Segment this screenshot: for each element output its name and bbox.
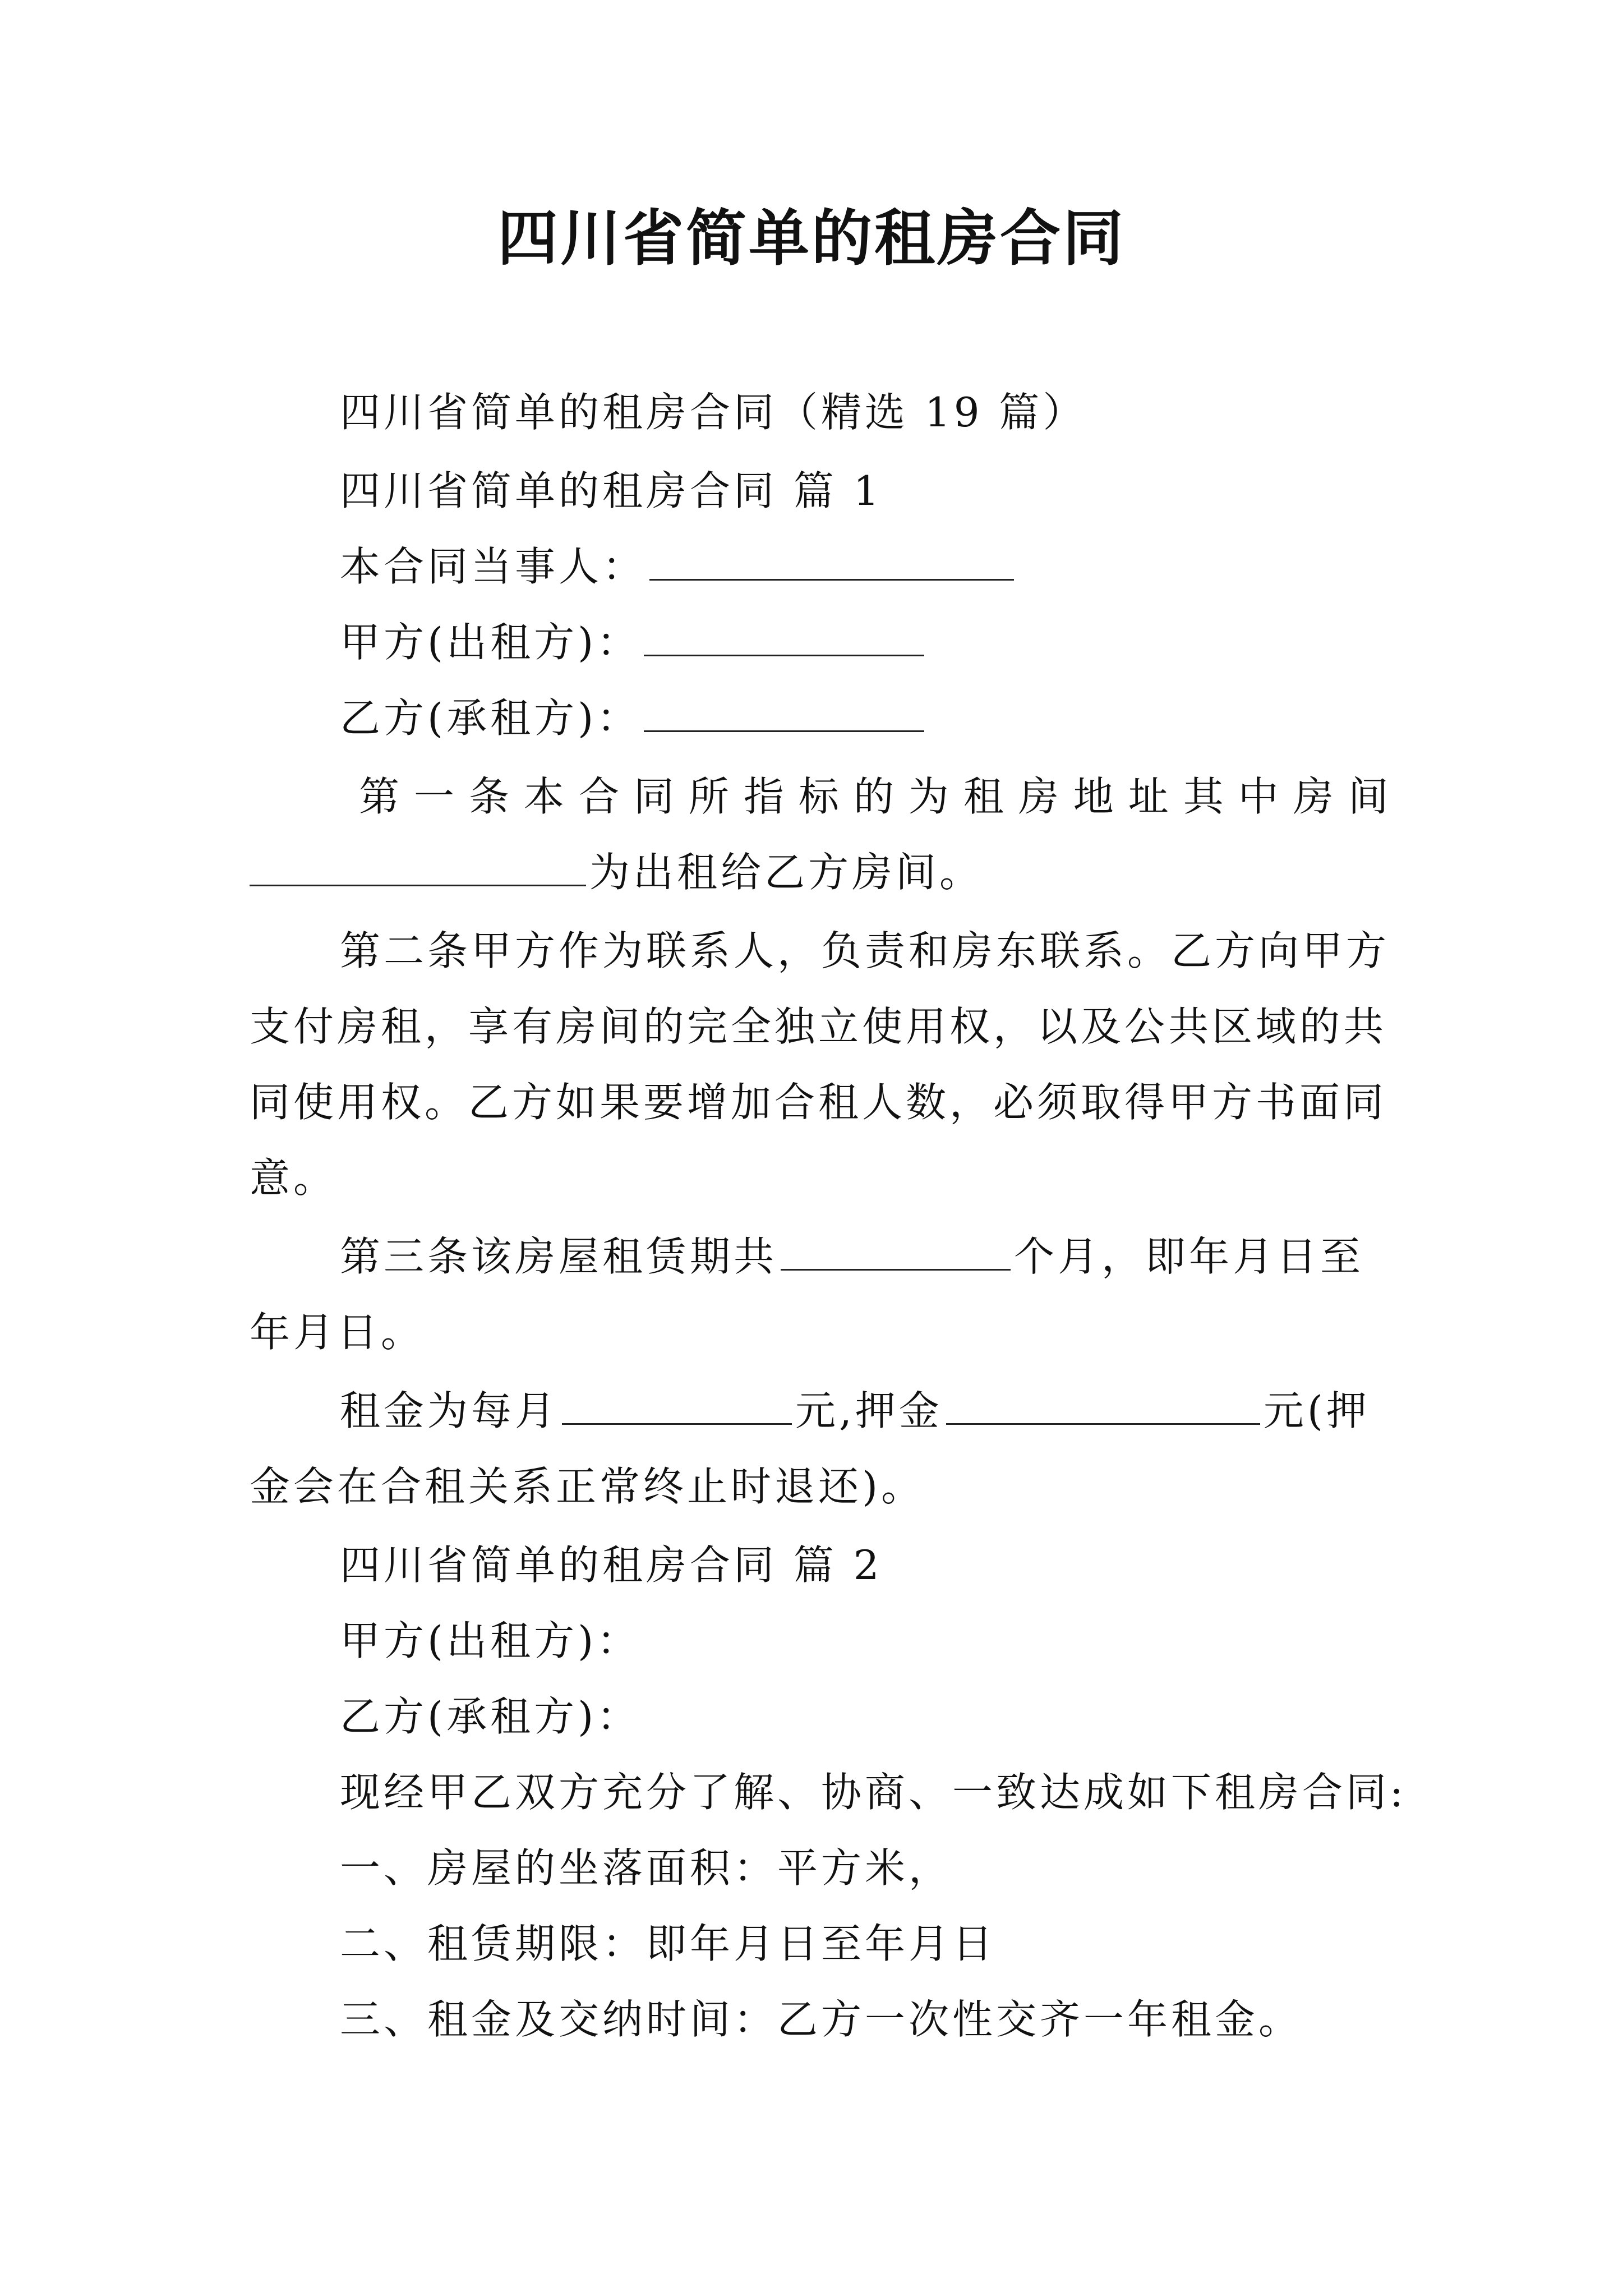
article-1-char: 同 <box>633 773 674 820</box>
article-1-char: 为 <box>908 773 949 820</box>
article-2-line-4: 意。 <box>250 1154 338 1202</box>
party-b-line <box>340 693 928 743</box>
article-1-char: 所 <box>688 773 729 820</box>
article-1-char: 指 <box>743 773 784 820</box>
article-3-tail: 个月，即年月日至 <box>1014 1233 1364 1280</box>
article-1-char: 一 <box>413 773 454 820</box>
party-a-line <box>340 617 928 668</box>
article-2-line-1: 第二条甲方作为联系人，负责和房东联系。乙方向甲方 <box>340 927 1390 974</box>
party-a-label: 甲方(出租方)： <box>340 619 641 666</box>
party-b-label: 乙方(承租方)： <box>340 694 641 742</box>
s2-item-3: 三、租金及交纳时间：乙方一次性交齐一年租金。 <box>340 1996 1303 2043</box>
party-b-blank <box>644 696 924 732</box>
article-1-char: 的 <box>853 773 894 820</box>
article-1-char: 本 <box>523 773 564 820</box>
article-1-char: 房 <box>1018 773 1059 820</box>
article-1-line-2 <box>250 847 983 898</box>
s2-party-a: 甲方(出租方)： <box>340 1617 641 1664</box>
article-2-line-3: 同使用权。乙方如果要增加合租人数，必须取得甲方书面同 <box>250 1079 1387 1126</box>
months-blank <box>781 1234 1011 1271</box>
rent-blank <box>562 1388 792 1425</box>
article-1-char: 条 <box>468 773 509 820</box>
article-2-line-2: 支付房租，享有房间的完全独立使用权，以及公共区域的共 <box>250 1003 1387 1050</box>
article-1-char: 合 <box>578 773 619 820</box>
section-heading-1: 四川省简单的租房合同 篇 1 <box>340 467 883 514</box>
article-3-head: 第三条该房屋租赁期共 <box>340 1233 778 1280</box>
s2-party-b: 乙方(承租方)： <box>340 1693 641 1740</box>
article-1-char: 标 <box>798 773 839 820</box>
article-1-char: 址 <box>1128 773 1169 820</box>
party-a-blank <box>644 620 924 656</box>
article-1-tail: 为出租给乙方房间。 <box>589 849 984 896</box>
article-1-char: 第 <box>359 773 400 820</box>
deposit-blank <box>946 1388 1260 1425</box>
article-1-char: 间 <box>1348 773 1389 820</box>
s2-item-2: 二、租赁期限：即年月日至年月日 <box>340 1920 997 1967</box>
article-3-line-1 <box>340 1231 1364 1282</box>
article-1-char: 地 <box>1073 773 1114 820</box>
section-heading-2: 四川省简单的租房合同 篇 2 <box>340 1542 883 1589</box>
room-blank <box>250 850 586 886</box>
deposit-label: 元,押金 <box>795 1387 943 1434</box>
article-1-char: 租 <box>963 773 1004 820</box>
rent-label: 租金为每月 <box>340 1387 559 1434</box>
deposit-tail: 元(押 <box>1263 1387 1370 1434</box>
parties-label: 本合同当事人： <box>340 543 647 590</box>
subtitle-line: 四川省简单的租房合同（精选 19 篇） <box>340 389 1087 436</box>
parties-line <box>340 541 1017 592</box>
document-title: 四川省简单的租房合同 <box>497 203 1126 274</box>
parties-blank <box>649 544 1014 581</box>
s2-agreement: 现经甲乙双方充分了解、协商、一致达成如下租房合同: <box>340 1769 1407 1816</box>
article-3-line-2: 年月日。 <box>250 1309 425 1356</box>
article-1-char: 房 <box>1293 773 1334 820</box>
s2-item-1: 一、房屋的坐落面积：平方米， <box>340 1844 953 1892</box>
article-1-char: 其 <box>1183 773 1224 820</box>
article-1-char: 中 <box>1238 773 1279 820</box>
rent-line-1 <box>340 1386 1370 1436</box>
rent-line-2: 金会在合租关系正常终止时退还)。 <box>250 1463 925 1510</box>
article-1-line-1 <box>359 771 1389 822</box>
